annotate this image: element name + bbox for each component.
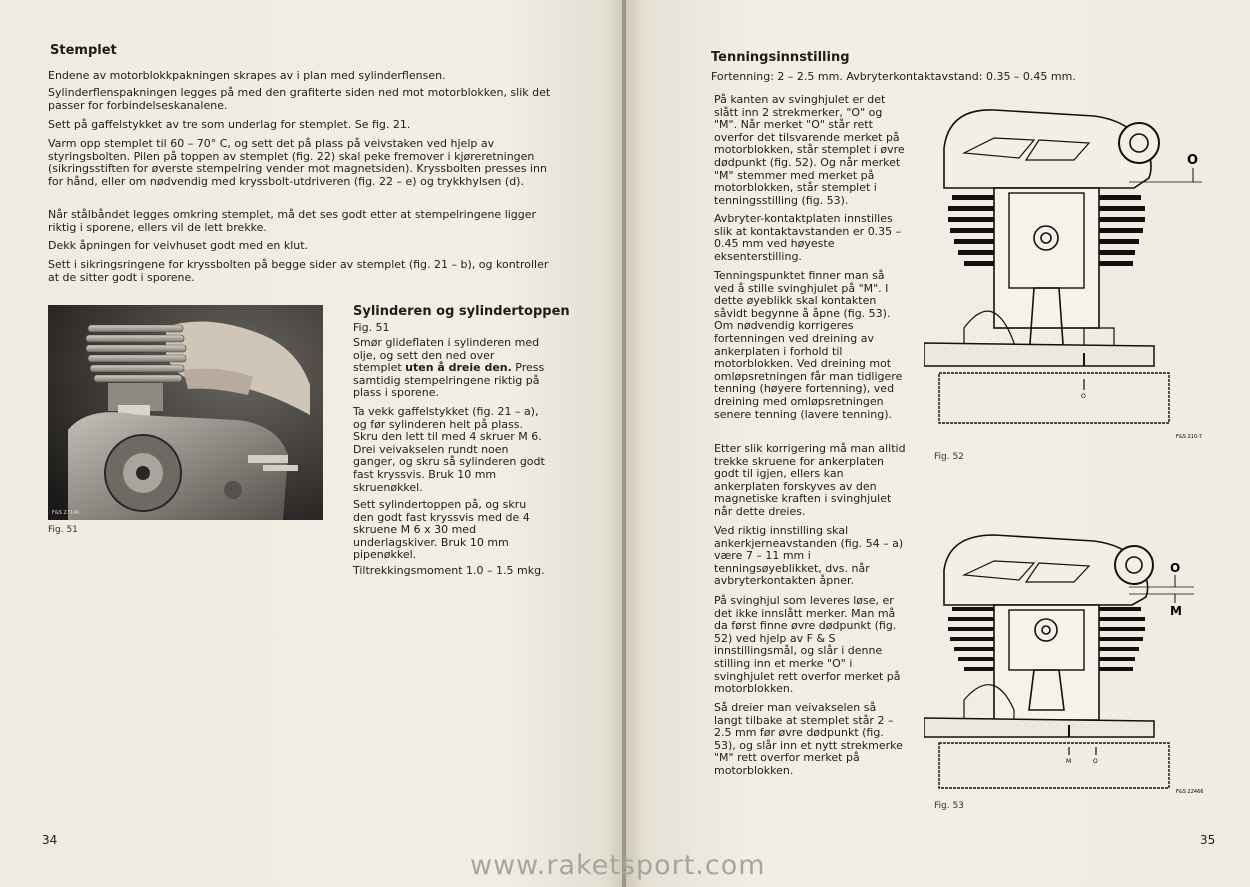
heading-stemplet: Stemplet (50, 43, 117, 58)
fig52-mark: F&S 210-7 (1176, 434, 1203, 438)
paragraph: Ta vekk gaffelstykket (fig. 21 – a), og før sylinderen helt på plass. Skru den lett til med 4 skruer M 6. Drei veivakselen rundt noen ganger, og skru så sylinderen godt fast kryssvis. Bruk 10 mm skruenøkkel. (353, 405, 545, 494)
o-label: O (1170, 561, 1181, 575)
page-34 (0, 0, 624, 887)
paragraph: Endene av motorblokkpakningen skrapes av i plan med sylinderflensen. (48, 69, 446, 82)
photo-mark: F&S 27146 (52, 510, 80, 516)
flywheel-o-mark: O (1093, 758, 1098, 765)
engine-photo (48, 305, 323, 520)
paragraph: Tenningspunktet finner man så ved å stille svinghjulet på "M". I dette øyeblikk skal kontakten såvidt begynne å åpne (fig. 53). Om nødvendig korrigeres fortenningen ved dreining av ankerplaten i forhold til motorblokken. Ved dreining mot omløpsretningen får man tidligere tenning (høyere fortenning), ved dreining med omløpsretningen senere tenning (lavere tenning). (714, 269, 903, 421)
paragraph: Varm opp stemplet til 60 – 70° C, og sett det på plass på veivstaken ved hjelp av styringsbolten. Pilen på toppen av stemplet (fig. 22) skal peke fremover i kjøreretningen (sikringsstiften for øverste stempelring vender mot magnetsiden). Kryssbolten presses inn for hånd, eller om nødvendig med kryssbolt-utdriveren (fig. 22 – e) og trykkhylsen (d). (48, 137, 547, 188)
fig53-diagram (924, 525, 1224, 795)
fig53-mark: F&S 22466 (1176, 789, 1204, 795)
paragraph: På svinghjul som leveres løse, er det ikke innslått merker. Man må da først finne øvre dødpunkt (fig. 52) ved hjelp av F & S innstillingsmål, og slår i denne stilling inn et merke "O" i svinghjulet rett overfor merket på motorblokken. (714, 594, 901, 696)
flywheel-m-mark: M (1066, 758, 1072, 765)
fig-ref: Fig. 51 (353, 321, 390, 334)
page-number: 34 (42, 833, 58, 847)
flywheel-o-mark: O (1081, 393, 1086, 400)
paragraph: Sett på gaffelstykket av tre som underlag for stemplet. Se fig. 21. (48, 118, 411, 131)
heading-sylinder: Sylinderen og sylindertoppen (353, 304, 570, 319)
paragraph: Ved riktig innstilling skal ankerkjerneavstanden (fig. 54 – a) være 7 – 11 mm i tenningsøyeblikket, dvs. når avbryterkontakten åpner. (714, 524, 904, 588)
fig51-caption: Fig. 51 (48, 525, 78, 535)
paragraph: Når stålbåndet legges omkring stemplet, må det ses godt etter at stempelringene ligger riktig i sporene, ellers vil de lett brekke. (48, 208, 537, 234)
o-label: O (1187, 153, 1199, 168)
paragraph: Så dreier man veivakselen så langt tilbake at stemplet står 2 – 2.5 mm før øvre dødpunkt (fig. 53), og slår inn et nytt strekmerke "M" rett overfor merket på motorblokken. (714, 701, 903, 777)
paragraph: Smør glideflaten i sylinderen med olje, og sett den ned over stemplet uten å dreie den. Press samtidig stempelringene riktig på plass i sporene. (353, 336, 545, 400)
paragraph: Sett sylindertoppen på, og skru den godt fast kryssvis med de 4 skruene M 6 x 30 med underlagskiver. Bruk 10 mm pipenøkkel. (353, 498, 530, 562)
m-label: M (1170, 604, 1182, 618)
fig53-caption: Fig. 53 (934, 801, 964, 811)
page-number: 35 (1200, 833, 1216, 847)
paragraph: Sett i sikringsringene for kryssbolten på begge sider av stemplet (fig. 21 – b), og kontroller at de sitter godt i sporene. (48, 258, 549, 284)
engine-photo-drawing (48, 305, 323, 520)
fig52-caption: Fig. 52 (934, 452, 964, 462)
heading-tenning: Tenningsinnstilling (711, 50, 850, 65)
spec-line: Fortenning: 2 – 2.5 mm. Avbryterkontaktavstand: 0.35 – 0.45 mm. (711, 70, 1076, 83)
paragraph: Dekk åpningen for veivhuset godt med en klut. (48, 239, 309, 252)
watermark: www.raketsport.com (470, 850, 766, 881)
paragraph: Avbryter-kontaktplaten innstilles slik at kontaktavstanden er 0.35 – 0.45 mm ved høyeste eksenterstilling. (714, 212, 902, 263)
fig52-diagram (924, 98, 1224, 438)
paragraph: Sylinderflenspakningen legges på med den grafiterte siden ned mot motorblokken, slik det passer for forbindelseskanalene. (48, 86, 551, 112)
paragraph: På kanten av svinghjulet er det slått inn 2 strekmerker, "O" og "M". Når merket "O" står rett overfor det tilsvarende merket på motorblokken, står stemplet i øvre dødpunkt (fig. 52). Og når merket "M" stemmer med merket på motorblokken, står stemplet i tenningsstilling (fig. 53). (714, 93, 905, 207)
page-35 (626, 0, 1250, 887)
paragraph: Etter slik korrigering må man alltid trekke skruene for ankerplaten godt til igjen, ellers kan ankerplaten forskyves av den magnetiske kraften i svinghjulet når dette dreies. (714, 442, 906, 518)
paragraph: Tiltrekkingsmoment 1.0 – 1.5 mkg. (353, 564, 545, 577)
